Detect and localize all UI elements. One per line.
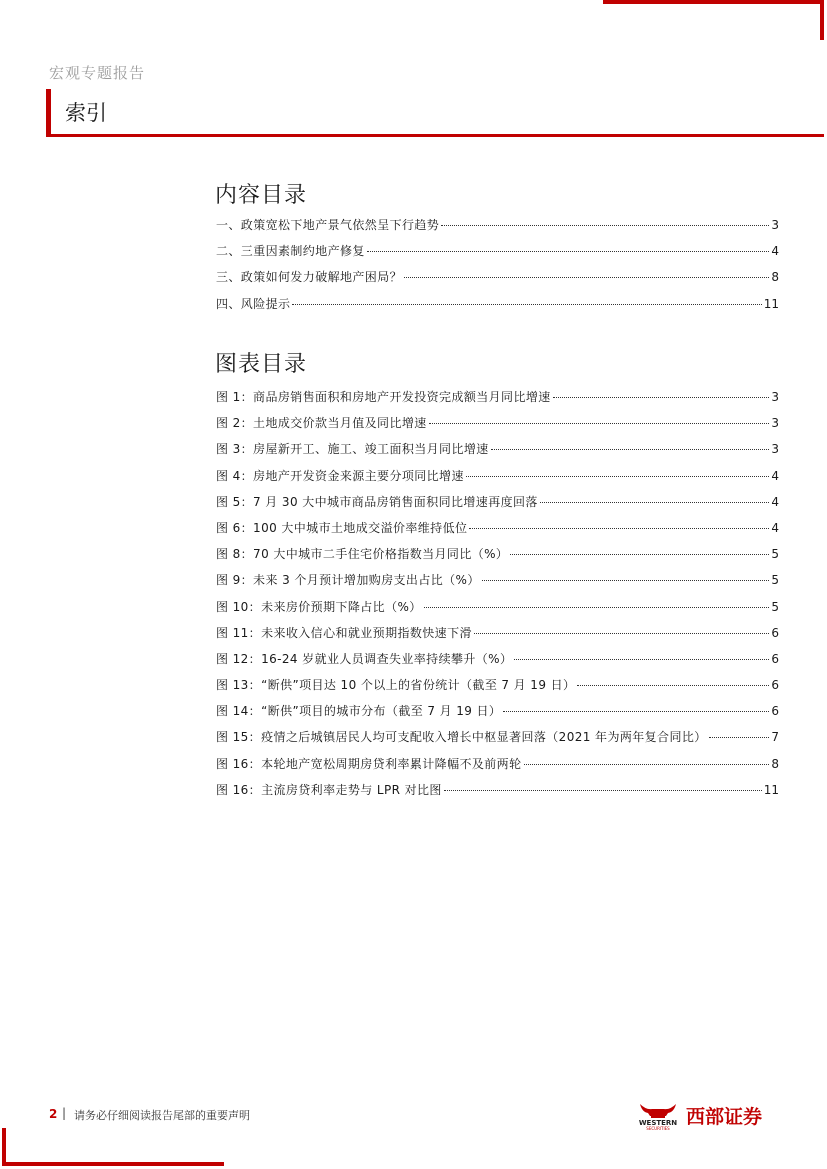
figure-entry-page: 3 <box>771 416 779 431</box>
figure-entry-label: 图 3：房屋新开工、施工、竣工面积当月同比增速 <box>216 442 489 457</box>
contents-entry[interactable] <box>216 295 779 321</box>
figure-entry-label: 图 8：70 大中城市二手住宅价格指数当月同比（%） <box>216 547 509 562</box>
figure-entry-label: 图 9：未来 3 个月预计增加购房支出占比（%） <box>216 573 480 588</box>
figure-entry[interactable] <box>216 388 779 414</box>
contents-entry-label: 二、三重因素制约地产修复 <box>216 244 365 259</box>
figure-entry[interactable] <box>216 493 779 519</box>
figure-entry-page: 6 <box>771 625 779 640</box>
contents-entry-label: 四、风险提示 <box>216 296 291 311</box>
logo-en-bottom: SECURITIES <box>646 1126 670 1130</box>
figure-entry-label: 图 11：未来收入信心和就业预期指数快速下滑 <box>216 625 472 640</box>
figure-entry-page: 8 <box>771 756 779 771</box>
dot-leader <box>524 764 770 765</box>
figure-entry-label: 图 4：房地产开发资金来源主要分项同比增速 <box>216 468 464 483</box>
contents-entry-page: 11 <box>763 296 779 311</box>
figure-entry-page: 6 <box>771 704 779 719</box>
figure-entry-label: 图 2：土地成交价款当月值及同比增速 <box>216 416 427 431</box>
figure-entry-label: 图 5：7 月 30 大中城市商品房销售面积同比增速再度回落 <box>216 494 538 509</box>
contents-entry[interactable] <box>216 242 779 268</box>
dot-leader <box>292 304 761 305</box>
figure-entry[interactable] <box>216 650 779 676</box>
dot-leader <box>709 737 770 738</box>
top-corner-decoration <box>603 0 824 40</box>
figure-entry-page: 3 <box>771 442 779 457</box>
dot-leader <box>441 225 769 226</box>
contents-list <box>216 216 779 321</box>
figure-entry[interactable] <box>216 414 779 440</box>
figure-entry-label: 图 15：疫情之后城镇居民人均可支配收入增长中枢显著回落（2021 年为两年复合同比） <box>216 730 707 745</box>
contents-entry[interactable] <box>216 268 779 294</box>
figure-entry[interactable] <box>216 702 779 728</box>
logo-bull-icon <box>632 1100 684 1130</box>
contents-entry-label: 三、政策如何发力破解地产困局？ <box>216 270 403 285</box>
figure-entry[interactable] <box>216 440 779 466</box>
dot-leader <box>404 277 769 278</box>
figure-entry[interactable] <box>216 676 779 702</box>
figure-entry-label: 图 12：16-24 岁就业人员调查失业率持续攀升（%） <box>216 651 513 666</box>
figure-entry-label: 图 6：100 大中城市土地成交溢价率维持低位 <box>216 520 468 535</box>
logo-en-top: WESTERN <box>638 1119 678 1127</box>
report-type-label: 宏观专题报告 <box>49 64 146 82</box>
figure-entry[interactable] <box>216 624 779 650</box>
figure-entry-label: 图 16：主流房贷利率走势与 LPR 对比图 <box>216 782 442 797</box>
dot-leader <box>577 685 769 686</box>
dot-leader <box>553 397 770 398</box>
dot-leader <box>444 790 762 791</box>
section-header-bar <box>46 89 824 137</box>
figure-entry-page: 6 <box>771 651 779 666</box>
figure-entry-page: 4 <box>771 494 779 509</box>
contents-entry-page: 3 <box>771 218 779 232</box>
figure-entry-page: 3 <box>771 390 779 404</box>
bottom-corner-decoration <box>2 1128 224 1166</box>
figure-entry-label: 图 10：未来房价预期下降占比（%） <box>216 599 422 614</box>
figure-entry[interactable] <box>216 545 779 571</box>
figure-entry-page: 5 <box>771 573 779 588</box>
figure-entry[interactable] <box>216 755 779 781</box>
figure-entry[interactable] <box>216 728 779 754</box>
dot-leader <box>429 423 770 424</box>
dot-leader <box>466 476 770 477</box>
dot-leader <box>503 711 769 712</box>
figure-entry-page: 7 <box>771 730 779 745</box>
footer-separator: | <box>62 1106 67 1120</box>
dot-leader <box>514 659 769 660</box>
figure-entry[interactable] <box>216 467 779 493</box>
logo-brand-name: 西部证券 <box>686 1106 763 1128</box>
company-logo <box>632 1100 782 1130</box>
figure-entry[interactable] <box>216 571 779 597</box>
section-title: 索引 <box>65 101 107 125</box>
figure-entry-label: 图 13：“断供”项目达 10 个以上的省份统计（截至 7 月 19 日） <box>216 678 576 693</box>
contents-entry-page: 4 <box>771 244 779 259</box>
dot-leader <box>424 607 770 608</box>
contents-entry-label: 一、政策宽松下地产景气依然呈下行趋势 <box>216 218 440 232</box>
dot-leader <box>474 633 769 634</box>
dot-leader <box>510 554 769 555</box>
dot-leader <box>469 528 769 529</box>
dot-leader <box>540 502 770 503</box>
figure-entry[interactable] <box>216 519 779 545</box>
contents-entry-page: 8 <box>771 270 779 285</box>
figure-entry-page: 4 <box>771 468 779 483</box>
figure-entry-label: 图 16：本轮地产宽松周期房贷利率累计降幅不及前两轮 <box>216 756 522 771</box>
dot-leader <box>491 449 770 450</box>
dot-leader <box>482 580 770 581</box>
figure-entry-label: 图 1：商品房销售面积和房地产开发投资完成额当月同比增速 <box>216 390 551 404</box>
figure-entry[interactable] <box>216 598 779 624</box>
figure-entry-page: 4 <box>771 520 779 535</box>
dot-leader <box>367 251 770 252</box>
figure-entry-label: 图 14：“断供”项目的城市分布（截至 7 月 19 日） <box>216 704 502 719</box>
figure-entry-page: 11 <box>763 782 779 797</box>
footer-page-number: 2 <box>49 1107 58 1121</box>
contents-heading: 内容目录 <box>215 183 308 208</box>
footer-disclaimer: 请务必仔细阅读报告尾部的重要声明 <box>74 1109 250 1122</box>
figure-entry-page: 5 <box>771 547 779 562</box>
figure-entry[interactable] <box>216 781 779 807</box>
figure-entry-page: 6 <box>771 678 779 693</box>
figures-list <box>216 388 779 807</box>
figure-entry-page: 5 <box>771 599 779 614</box>
figures-heading: 图表目录 <box>215 352 308 377</box>
contents-entry[interactable] <box>216 216 779 242</box>
